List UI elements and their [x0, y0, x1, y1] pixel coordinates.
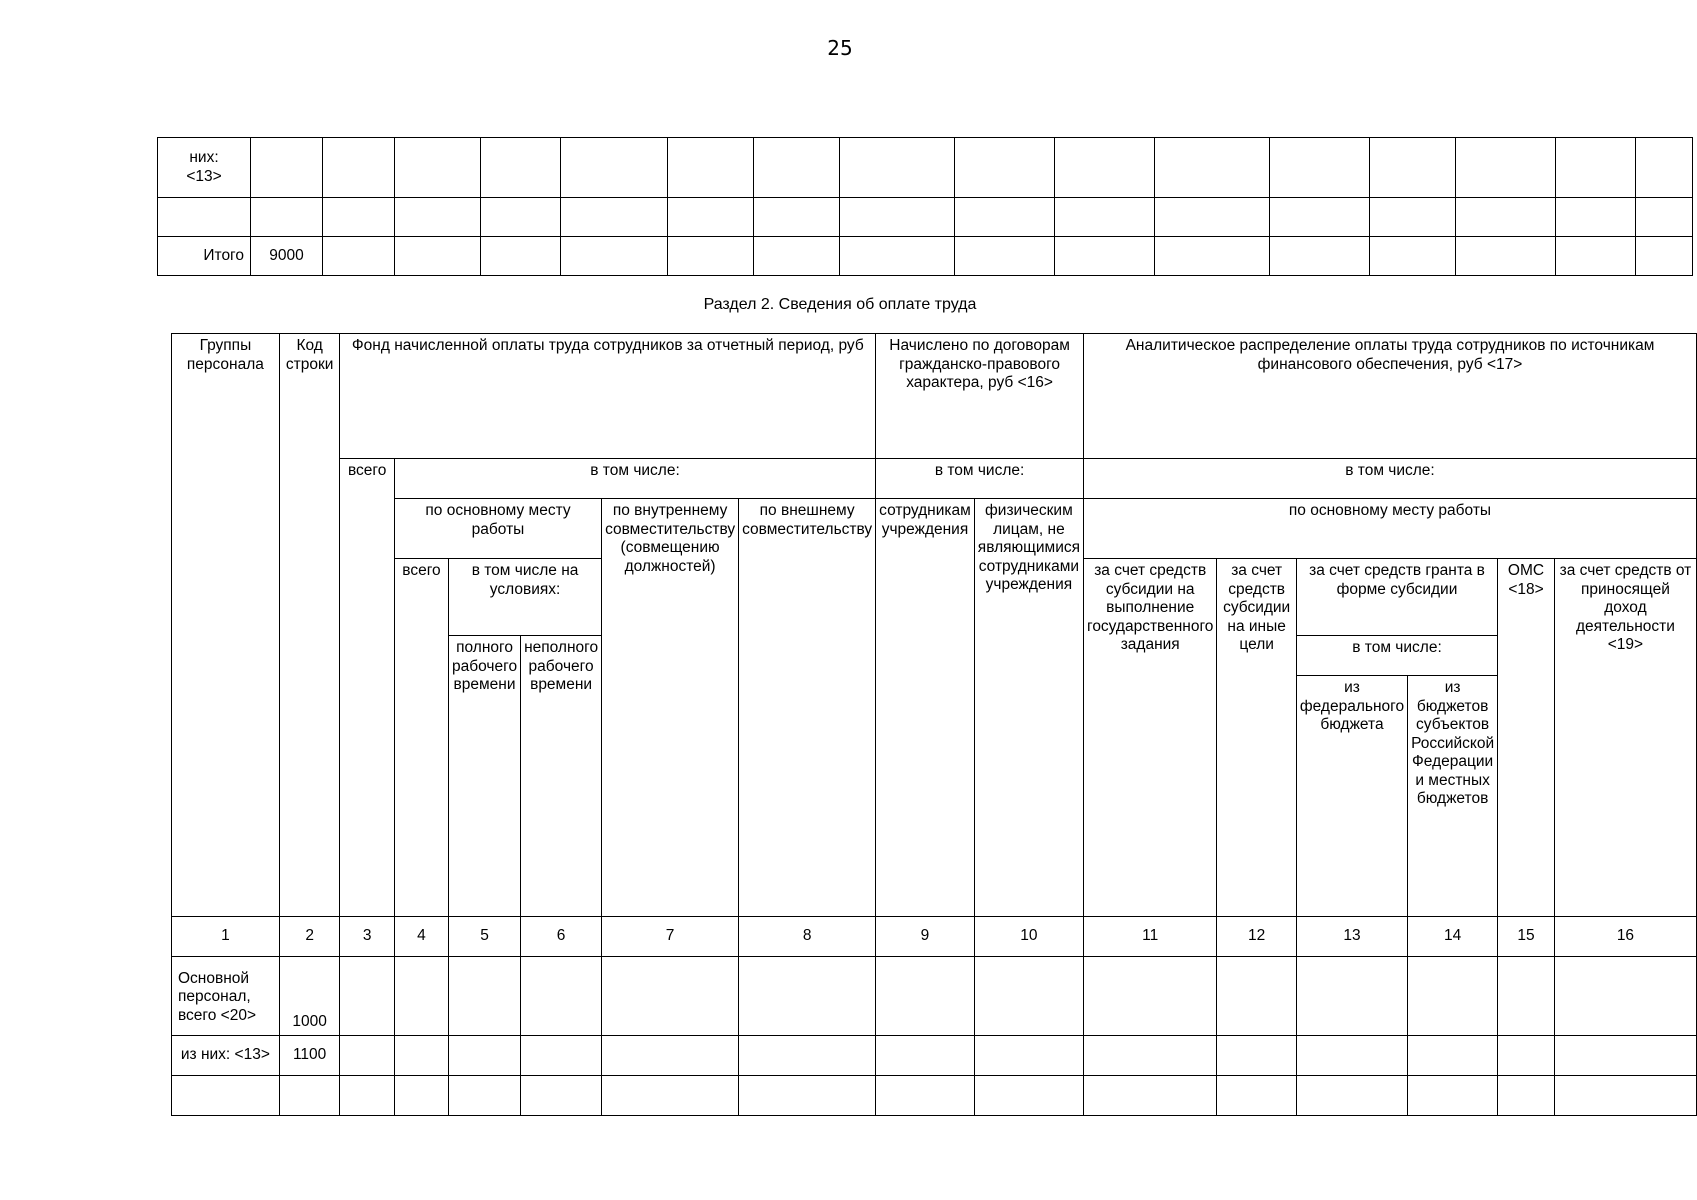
column-number: 11 — [1084, 917, 1217, 957]
header-subsidy-other: за счет средств субсидии на иные цели — [1217, 559, 1296, 917]
row-label: из них: <13> — [172, 1036, 280, 1076]
header-incl-fund: в том числе: — [394, 459, 875, 499]
header-total: всего — [340, 459, 394, 917]
section-title: Раздел 2. Сведения об оплате труда — [703, 296, 977, 313]
row-label: Основной персонал, всего <20> — [172, 957, 280, 1036]
row-code: 1100 — [279, 1036, 340, 1076]
header-individuals: физическим лицам, не являющимися сотрудниками учреждения — [974, 499, 1083, 917]
header-analytic: Аналитическое распределение оплаты труда сотрудников по источникам финансового обеспечения, руб <17> — [1084, 334, 1697, 459]
column-number: 13 — [1296, 917, 1407, 957]
row-label — [158, 198, 251, 237]
column-number: 15 — [1498, 917, 1555, 957]
header-incl-gph: в том числе: — [876, 459, 1084, 499]
header-incl-analytic: в том числе: — [1084, 459, 1697, 499]
column-number: 9 — [876, 917, 975, 957]
header-groups: Группы персонала — [172, 334, 280, 917]
header-incl-conditions: в том числе на условиях: — [449, 559, 602, 636]
header-income: за счет средств от приносящей доход деятельности <19> — [1554, 559, 1696, 917]
column-number: 14 — [1408, 917, 1498, 957]
header-main-total: всего — [394, 559, 448, 917]
header-part-time: неполного рабочего времени — [521, 636, 602, 917]
row-code — [251, 138, 323, 198]
table-row — [172, 1076, 1697, 1116]
column-number: 3 — [340, 917, 394, 957]
header-federal: из федерального бюджета — [1296, 676, 1407, 917]
header-external: по внешнему совместительству — [739, 499, 876, 917]
column-number: 12 — [1217, 917, 1296, 957]
header-grant: за счет средств гранта в форме субсидии — [1296, 559, 1497, 636]
row-label: Итого — [158, 237, 251, 276]
column-number: 16 — [1554, 917, 1696, 957]
header-code: Код строки — [279, 334, 340, 917]
column-number: 7 — [602, 917, 739, 957]
table-row — [158, 198, 1693, 237]
column-number: 2 — [279, 917, 340, 957]
previous-table-continuation — [157, 137, 1693, 276]
header-subsidy-task: за счет средств субсидии на выполнение государственного задания — [1084, 559, 1217, 917]
row-code: 1000 — [279, 957, 340, 1036]
row-label: них: <13> — [158, 138, 251, 198]
wages-table — [171, 333, 1697, 1116]
column-number: 10 — [974, 917, 1083, 957]
column-number: 5 — [449, 917, 521, 957]
header-regional: из бюджетов субъектов Российской Федерации и местных бюджетов — [1408, 676, 1498, 917]
row-code — [251, 198, 323, 237]
header-fund: Фонд начисленной оплаты труда сотрудников за отчетный период, руб — [340, 334, 876, 459]
table-row — [172, 957, 1697, 1036]
header-full-time: полного рабочего времени — [449, 636, 521, 917]
column-number: 8 — [739, 917, 876, 957]
header-incl-grant: в том числе: — [1296, 636, 1497, 676]
column-numbers-row — [172, 917, 1697, 957]
table-row — [172, 1036, 1697, 1076]
row-code — [279, 1076, 340, 1116]
column-number: 6 — [521, 917, 602, 957]
header-gph: Начислено по договорам гражданско-правового характера, руб <16> — [876, 334, 1084, 459]
column-number: 4 — [394, 917, 448, 957]
row-label — [172, 1076, 280, 1116]
row-code: 9000 — [251, 237, 323, 276]
table-row — [158, 237, 1693, 276]
header-main-place-analytic: по основному месту работы — [1084, 499, 1697, 559]
column-number: 1 — [172, 917, 280, 957]
header-oms: ОМС <18> — [1498, 559, 1555, 917]
header-internal: по внутреннему совместительству (совмещению должностей) — [602, 499, 739, 917]
table-row — [158, 138, 1693, 198]
page-number: 25 — [827, 36, 853, 60]
header-main-place: по основному месту работы — [394, 499, 601, 559]
header-employees: сотрудникам учреждения — [876, 499, 975, 917]
